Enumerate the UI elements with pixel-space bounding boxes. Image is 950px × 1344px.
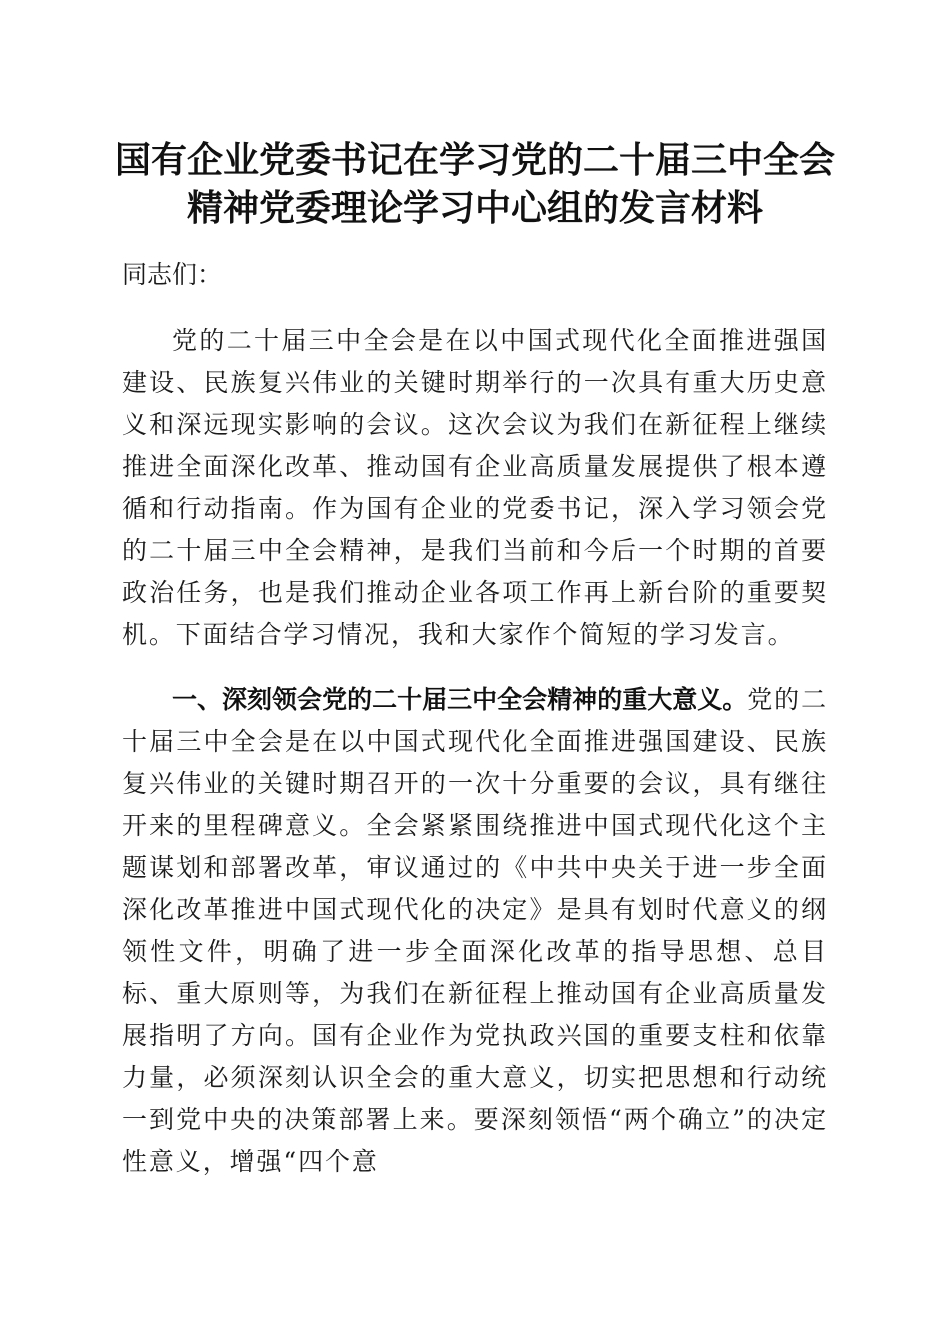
intro-paragraph: 党的二十届三中全会是在以中国式现代化全面推进强国建设、民族复兴伟业的关键时期举行的一次具有重大历史意义和深远现实影响的会议。这次会议为我们在新征程上继续推进全面深化改革、推动国有企业高质量发展提供了根本遵循和行动指南。作为国有企业的党委书记，深入学习领会党的二十届三中全会精神，是我们当前和今后一个时期的首要政治任务，也是我们推动企业各项工作再上新台阶的重要契机。下面结合学习情况，我和大家作个简短的学习发言。 xyxy=(122,326,828,649)
document-title-line-1: 国有企业党委书记在学习党的二十届三中全会 xyxy=(114,139,835,181)
section-one-heading: 一、深刻领会党的二十届三中全会精神的重大意义。 xyxy=(172,685,748,714)
greeting: 同志们： xyxy=(122,260,223,289)
document-title-line-2: 精神党委理论学习中心组的发言材料 xyxy=(186,187,763,229)
section-one-text: 党的二十届三中全会是在以中国式现代化全面推进强国建设、民族复兴伟业的关键时期召开的一次十分重要的会议，具有继往开来的里程碑意义。全会紧紧围绕推进中国式现代化这个主题谋划和部署改革，审议通过的《中共中央关于进一步全面深化改革推进中国式现代化的决定》是具有划时代意义的纲领性文件，明确了进一步全面深化改革的指导思想、总目标、重大原则等，为我们在新征程上推动国有企业高质量发展指明了方向。国有企业作为党执政兴国的重要支柱和依靠力量，必须深刻认识全会的重大意义，切实把思想和行动统一到党中央的决策部署上来。要深刻领悟“两个确立”的决定性意义，增强“四个意 xyxy=(122,685,828,1176)
section-one-paragraph xyxy=(122,679,828,1183)
